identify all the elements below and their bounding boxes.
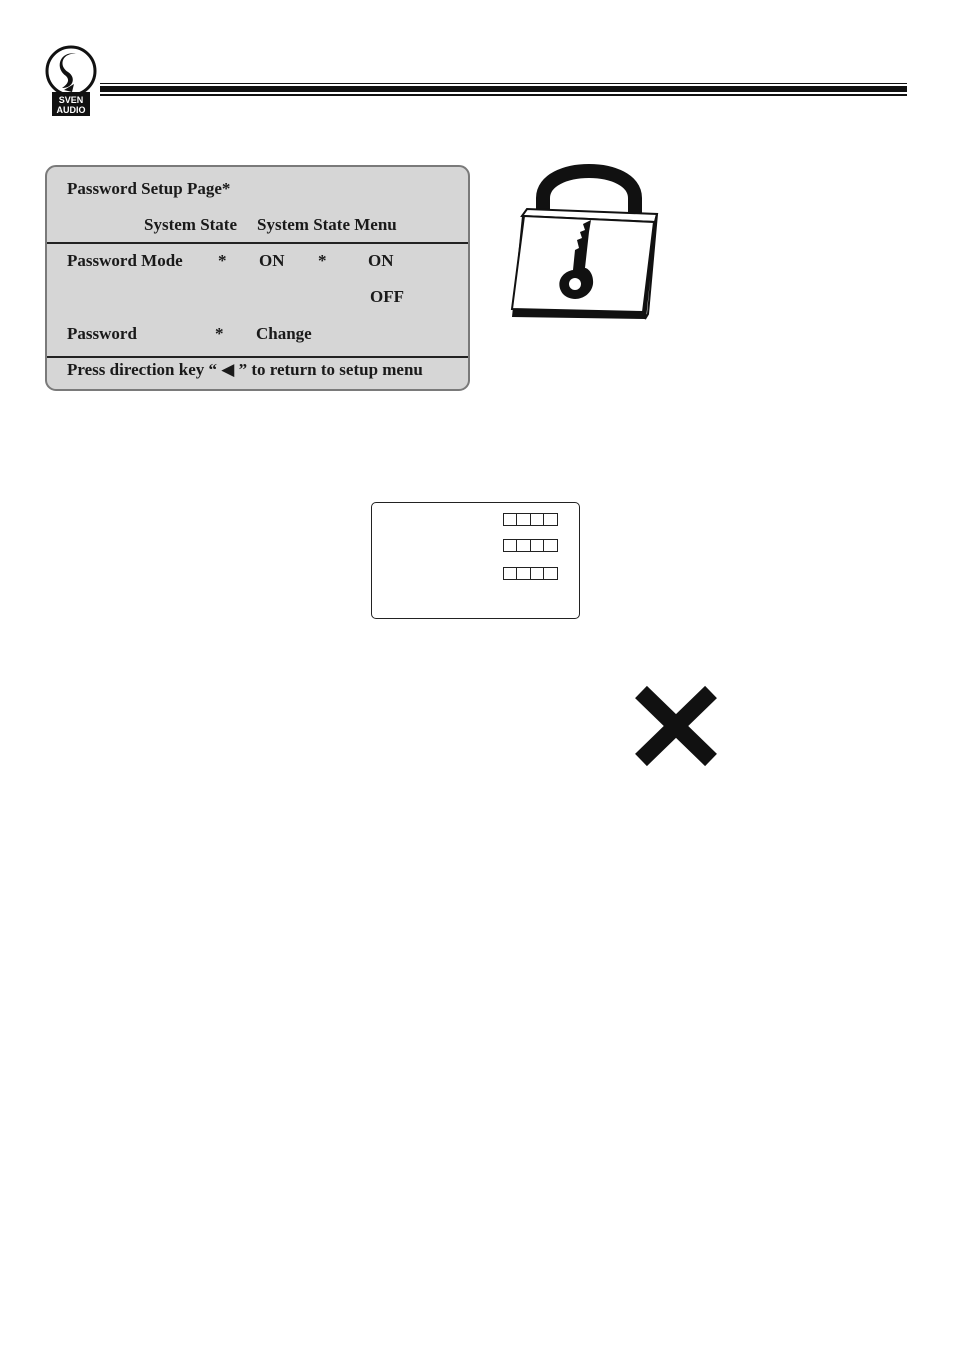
header-rule-top <box>100 83 907 84</box>
menu-separator-bottom <box>47 356 468 358</box>
password-setup-menu <box>45 165 470 391</box>
sven-audio-logo <box>44 44 98 118</box>
padlock-key-icon <box>505 162 660 322</box>
menu-footer-hint: Press direction key “ ◀ ” to return to setup menu <box>67 360 423 379</box>
password-mode-option-on[interactable]: ON <box>368 251 394 270</box>
digit-box <box>543 513 558 526</box>
password-digits-row-1[interactable] <box>503 513 558 526</box>
password-marker: * <box>215 324 224 343</box>
password-mode-option-off[interactable]: OFF <box>370 287 404 306</box>
password-change[interactable]: Change <box>256 324 312 343</box>
password-entry-box <box>371 502 580 619</box>
password-digits-row-3[interactable] <box>503 567 558 580</box>
password-digits-row-2[interactable] <box>503 539 558 552</box>
menu-title: Password Setup Page* <box>67 179 231 198</box>
header-rule-thin <box>100 94 907 96</box>
password-mode-state: ON <box>259 251 285 270</box>
password-mode-marker: * <box>218 251 227 270</box>
logo-text-top: SVEN <box>58 95 84 105</box>
cross-icon <box>633 684 719 768</box>
menu-separator-top <box>47 242 468 244</box>
password-mode-option-marker: * <box>318 251 327 270</box>
password-mode-label[interactable]: Password Mode <box>67 251 183 270</box>
logo-text-bottom: AUDIO <box>56 105 86 115</box>
column-system-state: System State <box>144 215 238 234</box>
digit-box <box>543 539 558 552</box>
column-system-state-menu: System State Menu <box>257 215 397 234</box>
digit-box <box>543 567 558 580</box>
password-label[interactable]: Password <box>67 324 137 343</box>
header-rule-thick <box>100 86 907 92</box>
